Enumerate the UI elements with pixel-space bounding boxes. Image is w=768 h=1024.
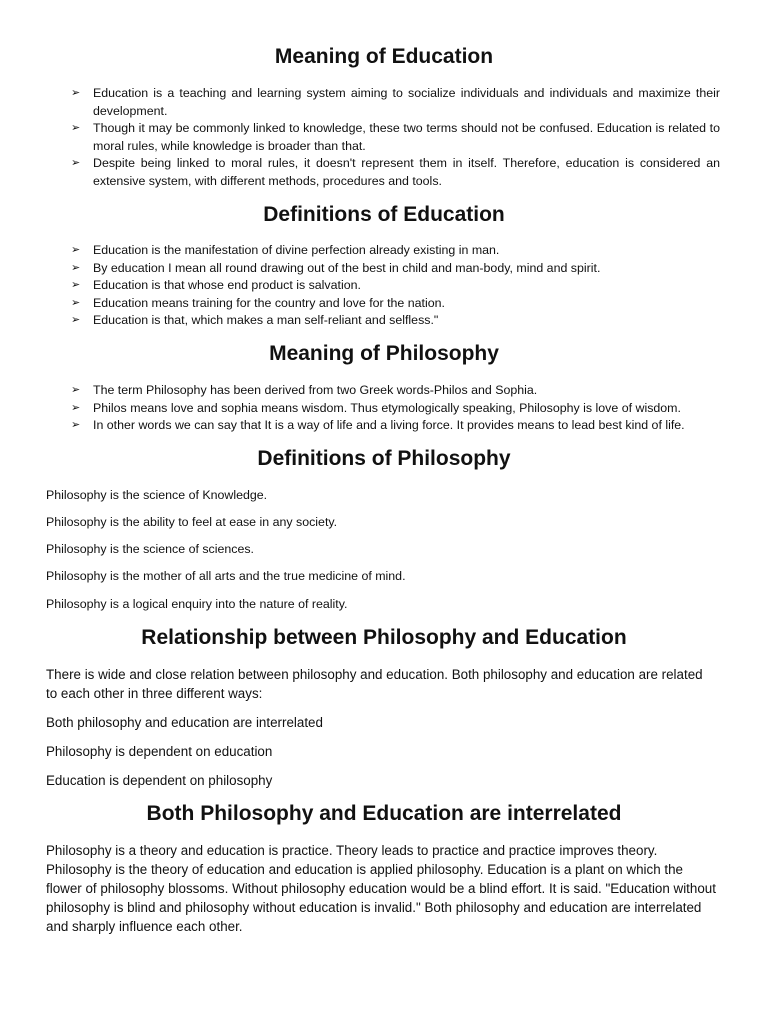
heading-relationship: Relationship between Philosophy and Education: [141, 626, 627, 649]
arrow-bullet-icon: ➢: [71, 122, 81, 135]
relationship-intro: There is wide and close relation between philosophy and education. Both philosophy and education are related to each other in three different ways:: [46, 667, 703, 701]
list-item: ➢ Education is that whose end product is salvation.: [69, 277, 720, 295]
heading-interrelated: Both Philosophy and Education are interrelated: [146, 802, 622, 825]
list-item: ➢ Though it may be commonly linked to knowledge, these two terms should not be confused. Education is related to moral rules, while knowledge is broader than that.: [71, 121, 720, 153]
relationship-way-1: Both philosophy and education are interrelated: [46, 715, 323, 730]
arrow-bullet-icon: ➢: [71, 87, 81, 99]
list-item: ➢ By education I mean all round drawing out of the best in child and man-body, mind and spirit.: [69, 260, 720, 278]
interrelated-body: Philosophy is a theory and education is practice. Theory leads to practice and practice improves theory. Philosophy is the theory of education and education is applied philosophy. Education is a plant on which the flower of philosophy blossoms. Without philosophy education would be a blind effort. It is said. "Education without philosophy is blind and philosophy without education is invalid." Both philosophy and education are interrelated and sharply influence each other.: [46, 843, 716, 934]
heading-definitions-philosophy: Definitions of Philosophy: [257, 447, 511, 470]
relationship-way-2: Philosophy is dependent on education: [46, 744, 273, 759]
meaning-education-list: [69, 85, 720, 191]
definitions-education-list: [69, 242, 720, 330]
list-item: ➢ Despite being linked to moral rules, it doesn't represent them in itself. Therefore, education is considered an extensive system, with different methods, procedures and tools.: [71, 156, 720, 188]
heading-meaning-education: Meaning of Education: [274, 45, 494, 68]
list-item: ➢ Education means training for the country and love for the nation.: [69, 295, 720, 313]
arrow-bullet-icon: ➢: [71, 279, 81, 292]
definition-philosophy-2: Philosophy is the ability to feel at ease in any society.: [46, 515, 338, 529]
arrow-bullet-icon: ➢: [71, 261, 81, 274]
relationship-way-3: Education is dependent on philosophy: [46, 773, 273, 788]
definition-philosophy-3: Philosophy is the science of sciences.: [46, 542, 254, 556]
heading-meaning-philosophy: Meaning of Philosophy: [269, 342, 499, 365]
definition-philosophy-5: Philosophy is a logical enquiry into the nature of reality.: [46, 597, 348, 611]
list-item: ➢ Education is that, which makes a man self-reliant and selfless.": [69, 312, 720, 330]
arrow-bullet-icon: ➢: [71, 401, 81, 414]
list-item: ➢ In other words we can say that It is a way of life and a living force. It provides means to lead best kind of life.: [69, 417, 729, 435]
arrow-bullet-icon: ➢: [71, 296, 81, 309]
list-item: ➢ Philos means love and sophia means wisdom. Thus etymologically speaking, Philosophy is love of wisdom.: [69, 400, 729, 418]
arrow-bullet-icon: ➢: [71, 314, 81, 327]
arrow-bullet-icon: ➢: [71, 419, 81, 432]
arrow-bullet-icon: ➢: [71, 157, 81, 170]
arrow-bullet-icon: ➢: [71, 384, 81, 396]
list-item: ➢ Education is a teaching and learning system aiming to socialize individuals and individuals and maximize their development.: [71, 86, 720, 118]
list-item: ➢ Education is the manifestation of divine perfection already existing in man.: [69, 242, 720, 260]
meaning-philosophy-list: [69, 382, 729, 435]
list-item: ➢ The term Philosophy has been derived from two Greek words-Philos and Sophia.: [69, 382, 729, 400]
definition-philosophy-4: Philosophy is the mother of all arts and the true medicine of mind.: [46, 569, 406, 583]
heading-definitions-education: Definitions of Education: [263, 203, 505, 226]
definition-philosophy-1: Philosophy is the science of Knowledge.: [46, 488, 268, 502]
arrow-bullet-icon: ➢: [71, 244, 81, 256]
